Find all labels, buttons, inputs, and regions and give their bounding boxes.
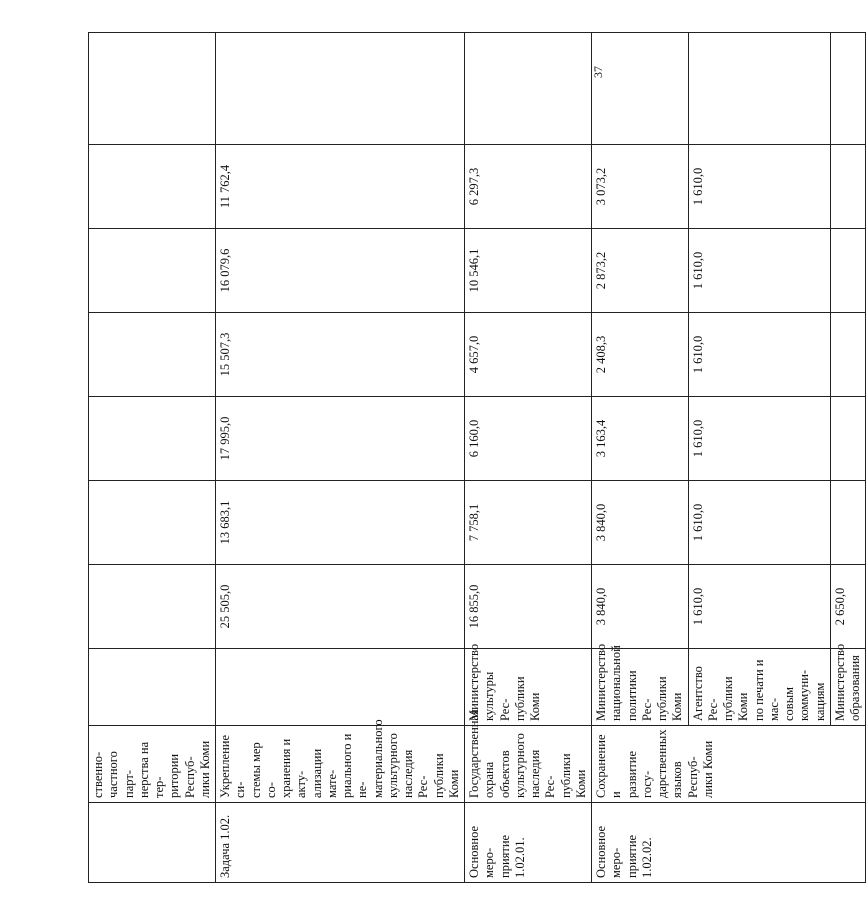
cell-empty: [216, 33, 465, 145]
page-number: [591, 52, 605, 82]
cell-task-executor: [216, 649, 465, 726]
cell-empty: [830, 313, 866, 397]
cell-m2b-executor: Агентство Рес- публики Коми по печати и мас- совым коммуни- кациям: [688, 649, 830, 726]
cell-m1-value-4: 4 657,0: [465, 313, 592, 397]
cell-m1-value-6: 6 297,3: [465, 145, 592, 229]
cell-task-value-6: 11 762,4: [216, 145, 465, 229]
cell-empty: [688, 33, 830, 145]
table-row-m2: [592, 33, 689, 883]
cell-m2-value-1: 3 840,0: [592, 565, 689, 649]
cell-m2-value-2: 3 840,0: [592, 481, 689, 565]
cell-m1-event: Государственная охрана объектов культурного наследия Рес- публики Коми: [465, 726, 592, 803]
cell-m2-value-3: 3 163,4: [592, 397, 689, 481]
cell-empty: [89, 313, 216, 397]
cell-task-title: Задача 1.02.: [216, 803, 465, 883]
cell-task-value-4: 15 507,3: [216, 313, 465, 397]
cell-m2-executor: Министерство национальной политики Рес- публики Коми: [592, 649, 689, 726]
cell-m1-value-5: 10 546,1: [465, 229, 592, 313]
cell-m2b-value-4: 1 610,0: [688, 313, 830, 397]
cell-m2b-value-1: 1 610,0: [688, 565, 830, 649]
cell-m1-value-3: 6 160,0: [465, 397, 592, 481]
cell-m1-value-2: 7 758,1: [465, 481, 592, 565]
cell-empty: [89, 803, 216, 883]
cell-empty: [89, 145, 216, 229]
cell-empty: [830, 229, 866, 313]
cell-empty: [89, 649, 216, 726]
cell-task-event: Укрепление си- стемы мер со- хранения и акту- ализации мате- риального и не- материального культурного наследия Рес- публики Коми: [216, 726, 465, 803]
cell-empty: [830, 145, 866, 229]
cell-m2-value-5: 2 873,2: [592, 229, 689, 313]
cell-m2-value-4: 2 408,3: [592, 313, 689, 397]
page-number-text: 37: [591, 66, 605, 78]
cell-empty: [89, 481, 216, 565]
cell-empty: [830, 397, 866, 481]
cell-task-value-1: 25 505,0: [216, 565, 465, 649]
cell-empty: [89, 397, 216, 481]
cell-m2b-value-6: 1 610,0: [688, 145, 830, 229]
cell-m2b-value-2: 1 610,0: [688, 481, 830, 565]
cell-task-value-2: 13 683,1: [216, 481, 465, 565]
cell-empty: [89, 33, 216, 145]
cell-event-carry: ственно- частного парт- нерства на тер- ритории Респуб- лики Коми: [89, 726, 216, 803]
cell-m1-value-1: 16 855,0: [465, 565, 592, 649]
budget-table: [88, 32, 866, 883]
cell-m2c-executor: Министерство образования: [830, 649, 866, 726]
cell-m2c-value-1: 2 650,0: [830, 565, 866, 649]
cell-empty: [89, 565, 216, 649]
rotated-table-container: [88, 33, 862, 883]
table-row-m1: [465, 33, 592, 883]
cell-m1-title: Основное меро- приятие 1.02.01.: [465, 803, 592, 883]
cell-task-value-5: 16 079,6: [216, 229, 465, 313]
table-row-carry: [89, 33, 216, 883]
cell-m2-value-6: 3 073,2: [592, 145, 689, 229]
cell-task-value-3: 17 995,0: [216, 397, 465, 481]
cell-empty: [830, 481, 866, 565]
cell-m1-executor: Министерство культуры Рес- публики Коми: [465, 649, 592, 726]
cell-empty: [89, 229, 216, 313]
cell-m2b-value-5: 1 610,0: [688, 229, 830, 313]
cell-m2-title: Основное меро- приятие 1.02.02.: [592, 803, 866, 883]
cell-empty: [830, 33, 866, 145]
table-row-task: [216, 33, 465, 883]
cell-empty: [465, 33, 592, 145]
cell-m2b-value-3: 1 610,0: [688, 397, 830, 481]
cell-m2-event: Сохранение и развитие госу- дарственных языков Респуб- лики Коми: [592, 726, 866, 803]
